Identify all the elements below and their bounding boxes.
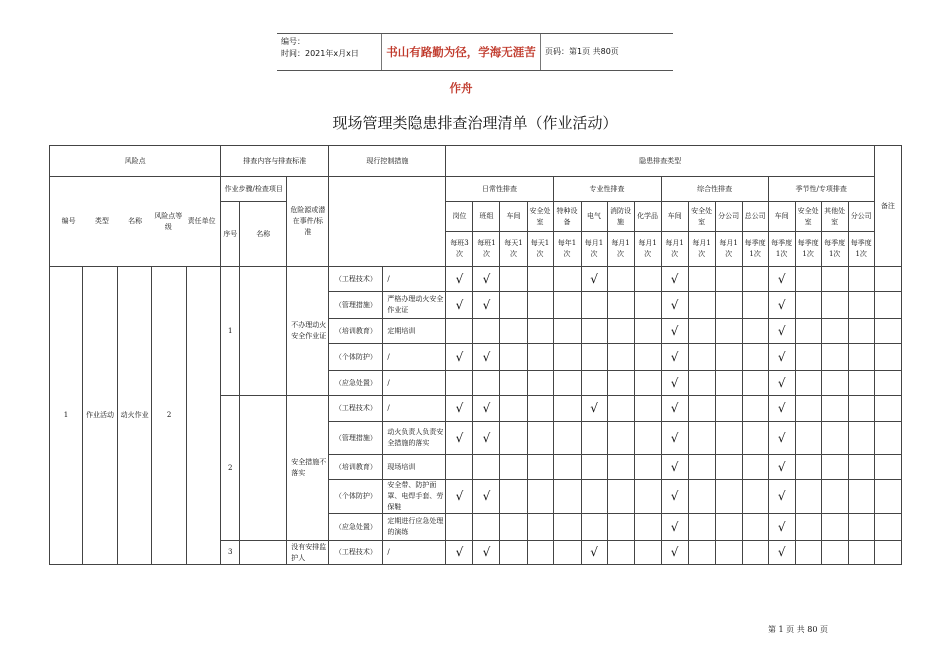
check-cell: [581, 514, 607, 541]
check-cell: √: [768, 422, 795, 455]
check-cell: [500, 396, 527, 422]
check-cell: [607, 541, 634, 565]
check-cell: [607, 371, 634, 396]
subtype-header: 安全处室: [688, 202, 715, 232]
check-cell: [473, 455, 500, 480]
header-name: 名称: [128, 217, 143, 225]
check-cell: [688, 344, 715, 371]
check-cell: [715, 344, 742, 371]
responsible-unit: [187, 267, 221, 565]
subtype-header: 安全处室: [527, 202, 553, 232]
control-category: （个体防护）: [329, 480, 383, 514]
check-cell: [553, 455, 581, 480]
check-cell: [742, 396, 768, 422]
check-cell: √: [768, 371, 795, 396]
check-cell: √: [768, 514, 795, 541]
check-cell: [821, 292, 848, 319]
header-daily: 日常性排查: [446, 177, 553, 202]
risk-number: 1: [50, 267, 83, 565]
check-cell: [795, 396, 821, 422]
check-cell: [607, 319, 634, 344]
control-category: （培训教育）: [329, 319, 383, 344]
check-cell: [795, 319, 821, 344]
check-cell: √: [446, 292, 473, 319]
check-cell: √: [473, 396, 500, 422]
check-cell: [634, 267, 661, 292]
check-cell: [527, 267, 553, 292]
check-cell: [527, 292, 553, 319]
frequency-header: 每天1次: [527, 232, 553, 267]
header-remark: 备注: [874, 146, 901, 267]
header-content: 排查内容与排查标准: [221, 146, 329, 177]
control-category: （个体防护）: [329, 344, 383, 371]
check-cell: [581, 344, 607, 371]
check-cell: √: [768, 319, 795, 344]
check-cell: [553, 514, 581, 541]
check-cell: [607, 480, 634, 514]
frequency-header: 每年1次: [553, 232, 581, 267]
check-cell: [848, 292, 874, 319]
check-cell: [500, 267, 527, 292]
check-cell: [634, 344, 661, 371]
header-control-body: [329, 177, 446, 267]
check-cell: [634, 541, 661, 565]
check-cell: [607, 292, 634, 319]
check-cell: [527, 480, 553, 514]
check-cell: √: [661, 344, 688, 371]
control-category: （工程技术）: [329, 396, 383, 422]
check-cell: [581, 422, 607, 455]
check-cell: [795, 541, 821, 565]
document-number-label: 编号：: [281, 37, 305, 46]
step-name: [240, 396, 287, 541]
check-cell: √: [446, 267, 473, 292]
check-cell: √: [473, 422, 500, 455]
subtype-header: 电气: [581, 202, 607, 232]
check-cell: [553, 344, 581, 371]
check-cell: [446, 514, 473, 541]
check-cell: √: [768, 455, 795, 480]
check-cell: [527, 396, 553, 422]
frequency-header: 每月1次: [607, 232, 634, 267]
check-cell: [500, 371, 527, 396]
header-level: 风险点等级: [154, 211, 183, 231]
table-header: [50, 146, 902, 267]
frequency-header: 每季度1次: [768, 232, 795, 267]
subtype-header: 班组: [473, 202, 500, 232]
check-cell: [795, 455, 821, 480]
control-category: （管理措施）: [329, 422, 383, 455]
check-cell: [581, 455, 607, 480]
header-check-type: 隐患排查类型: [446, 146, 874, 177]
check-cell: [795, 371, 821, 396]
check-cell: [527, 455, 553, 480]
check-cell: [500, 292, 527, 319]
check-cell: [688, 267, 715, 292]
frequency-header: 每月1次: [661, 232, 688, 267]
check-cell: [634, 292, 661, 319]
check-cell: √: [661, 422, 688, 455]
check-cell: [848, 267, 874, 292]
check-cell: [795, 422, 821, 455]
check-cell: [527, 344, 553, 371]
frequency-header: 每班1次: [473, 232, 500, 267]
check-cell: [742, 422, 768, 455]
check-cell: [688, 514, 715, 541]
subtype-header: 总公司: [742, 202, 768, 232]
check-cell: [553, 396, 581, 422]
frequency-header: 每季度1次: [742, 232, 768, 267]
check-cell: √: [581, 541, 607, 565]
control-measure: /: [383, 371, 446, 396]
document-time-label: 时间：2021年x月x日: [281, 49, 359, 58]
hazard-checklist-table: [49, 145, 902, 565]
check-cell: [848, 396, 874, 422]
header-seq: 序号: [221, 202, 240, 267]
check-cell: [527, 541, 553, 565]
check-cell: [742, 292, 768, 319]
step-hazard: 没有安排监护人: [287, 541, 329, 565]
check-cell: [634, 514, 661, 541]
check-cell: [742, 319, 768, 344]
table-body: [50, 267, 902, 565]
check-cell: [848, 319, 874, 344]
check-cell: [848, 455, 874, 480]
check-cell: [688, 541, 715, 565]
remark-cell: [874, 422, 901, 455]
remark-cell: [874, 267, 901, 292]
header-hazard: 危险源或潜在事件/标准: [287, 177, 329, 267]
control-measure: 现场培训: [383, 455, 446, 480]
check-cell: [821, 319, 848, 344]
check-cell: [553, 371, 581, 396]
check-cell: [795, 292, 821, 319]
step-seq: 2: [221, 396, 240, 541]
check-cell: [607, 455, 634, 480]
check-cell: √: [661, 396, 688, 422]
check-cell: √: [446, 541, 473, 565]
check-cell: [821, 396, 848, 422]
subtype-header: 车间: [768, 202, 795, 232]
check-cell: [527, 371, 553, 396]
check-cell: [500, 422, 527, 455]
check-cell: [715, 514, 742, 541]
check-cell: [795, 344, 821, 371]
check-cell: √: [661, 267, 688, 292]
check-cell: √: [661, 319, 688, 344]
footer-page-number: 第 1 页 共 80 页: [768, 625, 828, 634]
header-step-name: 名称: [240, 202, 287, 267]
check-cell: [742, 480, 768, 514]
control-category: （工程技术）: [329, 541, 383, 565]
frequency-header: 每月1次: [715, 232, 742, 267]
check-cell: [821, 371, 848, 396]
header-special: 专业性排查: [553, 177, 661, 202]
subtype-header: 车间: [500, 202, 527, 232]
check-cell: [688, 371, 715, 396]
subtype-header: 岗位: [446, 202, 473, 232]
check-cell: [553, 541, 581, 565]
check-cell: [742, 267, 768, 292]
check-cell: [607, 396, 634, 422]
header-seasonal: 季节性/专项排查: [768, 177, 874, 202]
check-cell: √: [446, 480, 473, 514]
check-cell: [634, 480, 661, 514]
subtype-header: 化学品: [634, 202, 661, 232]
header-meta: [281, 36, 381, 60]
check-cell: √: [768, 541, 795, 565]
remark-cell: [874, 396, 901, 422]
remark-cell: [874, 480, 901, 514]
frequency-header: 每月1次: [634, 232, 661, 267]
remark-cell: [874, 514, 901, 541]
check-cell: √: [661, 480, 688, 514]
check-cell: [821, 344, 848, 371]
subtype-header: 安全处室: [795, 202, 821, 232]
remark-cell: [874, 455, 901, 480]
frequency-header: 每班3次: [446, 232, 473, 267]
control-category: （管理措施）: [329, 292, 383, 319]
step-hazard: 安全措施不落实: [287, 396, 329, 541]
check-cell: [715, 319, 742, 344]
control-measure: /: [383, 396, 446, 422]
subtype-header: 消防设施: [607, 202, 634, 232]
header-control: 现行控制措施: [329, 146, 446, 177]
check-cell: [715, 371, 742, 396]
check-cell: [848, 371, 874, 396]
check-cell: [848, 344, 874, 371]
check-cell: [634, 422, 661, 455]
check-cell: [742, 344, 768, 371]
check-cell: [500, 319, 527, 344]
control-measure: 安全带、防护面罩、电焊手套、劳保鞋: [383, 480, 446, 514]
subtype-header: 其他处室: [821, 202, 848, 232]
document-title: 现场管理类隐患排查治理清单（作业活动）: [332, 114, 618, 132]
check-cell: [848, 422, 874, 455]
check-cell: [581, 292, 607, 319]
check-cell: [500, 514, 527, 541]
remark-cell: [874, 371, 901, 396]
check-cell: [848, 541, 874, 565]
check-cell: √: [473, 344, 500, 371]
check-cell: [527, 422, 553, 455]
check-cell: [688, 480, 715, 514]
check-cell: [446, 319, 473, 344]
check-cell: [553, 319, 581, 344]
check-cell: [553, 267, 581, 292]
risk-name: 动火作业: [118, 267, 152, 565]
check-cell: [527, 319, 553, 344]
remark-cell: [874, 319, 901, 344]
check-cell: [821, 422, 848, 455]
check-cell: [795, 480, 821, 514]
check-cell: √: [661, 541, 688, 565]
check-cell: [715, 455, 742, 480]
check-cell: [500, 541, 527, 565]
frequency-header: 每月1次: [581, 232, 607, 267]
control-measure: /: [383, 541, 446, 565]
check-cell: √: [661, 371, 688, 396]
subtype-header: 特种设备: [553, 202, 581, 232]
remark-cell: [874, 344, 901, 371]
header-type: 类型: [94, 217, 109, 225]
step-seq: 3: [221, 541, 240, 565]
check-cell: [607, 514, 634, 541]
check-cell: [715, 541, 742, 565]
control-measure: 定期培训: [383, 319, 446, 344]
control-category: （工程技术）: [329, 267, 383, 292]
risk-point-subheader: [50, 177, 221, 267]
check-cell: [634, 455, 661, 480]
subtype-header: 分公司: [848, 202, 874, 232]
control-category: （培训教育）: [329, 455, 383, 480]
check-cell: [500, 344, 527, 371]
check-cell: [821, 480, 848, 514]
control-measure: 动火负责人负责安全措施的落实: [383, 422, 446, 455]
check-cell: [688, 455, 715, 480]
frequency-header: 每季度1次: [821, 232, 848, 267]
risk-point-columns: [52, 191, 218, 253]
header-motto: 书山有路勤为径，学海无涯苦作舟: [381, 34, 541, 70]
subtype-header: 车间: [661, 202, 688, 232]
check-cell: √: [768, 396, 795, 422]
check-cell: [446, 371, 473, 396]
risk-type: 作业活动: [83, 267, 118, 565]
check-cell: [581, 480, 607, 514]
check-cell: [848, 480, 874, 514]
check-cell: [581, 371, 607, 396]
frequency-header: 每月1次: [688, 232, 715, 267]
check-cell: [581, 319, 607, 344]
step-seq: 1: [221, 267, 240, 396]
header-risk-point: 风险点: [50, 146, 221, 177]
check-cell: [553, 422, 581, 455]
check-cell: [715, 480, 742, 514]
check-cell: [688, 292, 715, 319]
check-cell: [634, 371, 661, 396]
control-measure: /: [383, 344, 446, 371]
step-name: [240, 541, 287, 565]
subtype-header: 分公司: [715, 202, 742, 232]
check-cell: [688, 396, 715, 422]
check-cell: √: [768, 480, 795, 514]
check-cell: [607, 344, 634, 371]
check-cell: [795, 514, 821, 541]
header-page-label: 页码：第1页 共80页: [545, 47, 619, 56]
check-cell: [473, 319, 500, 344]
header-unit: 责任单位: [187, 217, 216, 225]
check-cell: √: [661, 514, 688, 541]
check-cell: [821, 514, 848, 541]
check-cell: √: [768, 344, 795, 371]
check-cell: √: [446, 396, 473, 422]
remark-cell: [874, 541, 901, 565]
check-cell: [553, 292, 581, 319]
check-cell: [821, 541, 848, 565]
check-cell: √: [473, 292, 500, 319]
check-cell: [715, 292, 742, 319]
header-integrated: 综合性排查: [661, 177, 768, 202]
control-measure: 严格办理动火安全作业证: [383, 292, 446, 319]
table-row: [50, 267, 902, 292]
control-measure: 定期进行应急处理的演练: [383, 514, 446, 541]
header-steps: 作业步骤/检查项目: [221, 177, 287, 202]
check-cell: √: [661, 455, 688, 480]
frequency-header: 每天1次: [500, 232, 527, 267]
check-cell: [821, 455, 848, 480]
check-cell: [500, 455, 527, 480]
check-cell: √: [446, 344, 473, 371]
check-cell: √: [473, 267, 500, 292]
page-header: [277, 33, 673, 95]
check-cell: [634, 319, 661, 344]
check-cell: [742, 371, 768, 396]
check-cell: [848, 514, 874, 541]
check-cell: [742, 455, 768, 480]
risk-level: 2: [152, 267, 187, 565]
check-cell: √: [581, 267, 607, 292]
check-cell: [715, 396, 742, 422]
check-cell: [688, 319, 715, 344]
check-cell: [527, 514, 553, 541]
frequency-header: 每季度1次: [795, 232, 821, 267]
check-cell: √: [581, 396, 607, 422]
step-name: [240, 267, 287, 396]
check-cell: [688, 422, 715, 455]
remark-cell: [874, 292, 901, 319]
control-measure: /: [383, 267, 446, 292]
control-category: （应急处置）: [329, 514, 383, 541]
check-cell: [607, 267, 634, 292]
header-no: 编号: [61, 217, 76, 225]
check-cell: √: [473, 480, 500, 514]
control-category: （应急处置）: [329, 371, 383, 396]
check-cell: [473, 514, 500, 541]
check-cell: [446, 455, 473, 480]
check-cell: √: [661, 292, 688, 319]
check-cell: [742, 514, 768, 541]
check-cell: [795, 267, 821, 292]
check-cell: √: [446, 422, 473, 455]
check-cell: [634, 396, 661, 422]
check-cell: [715, 422, 742, 455]
frequency-header: 每季度1次: [848, 232, 874, 267]
check-cell: √: [768, 267, 795, 292]
check-cell: [715, 267, 742, 292]
check-cell: [553, 480, 581, 514]
check-cell: √: [473, 541, 500, 565]
check-cell: [473, 371, 500, 396]
check-cell: √: [768, 292, 795, 319]
check-cell: [500, 480, 527, 514]
check-cell: [607, 422, 634, 455]
step-hazard: 不办理动火安全作业证: [287, 267, 329, 396]
check-cell: [742, 541, 768, 565]
check-cell: [821, 267, 848, 292]
